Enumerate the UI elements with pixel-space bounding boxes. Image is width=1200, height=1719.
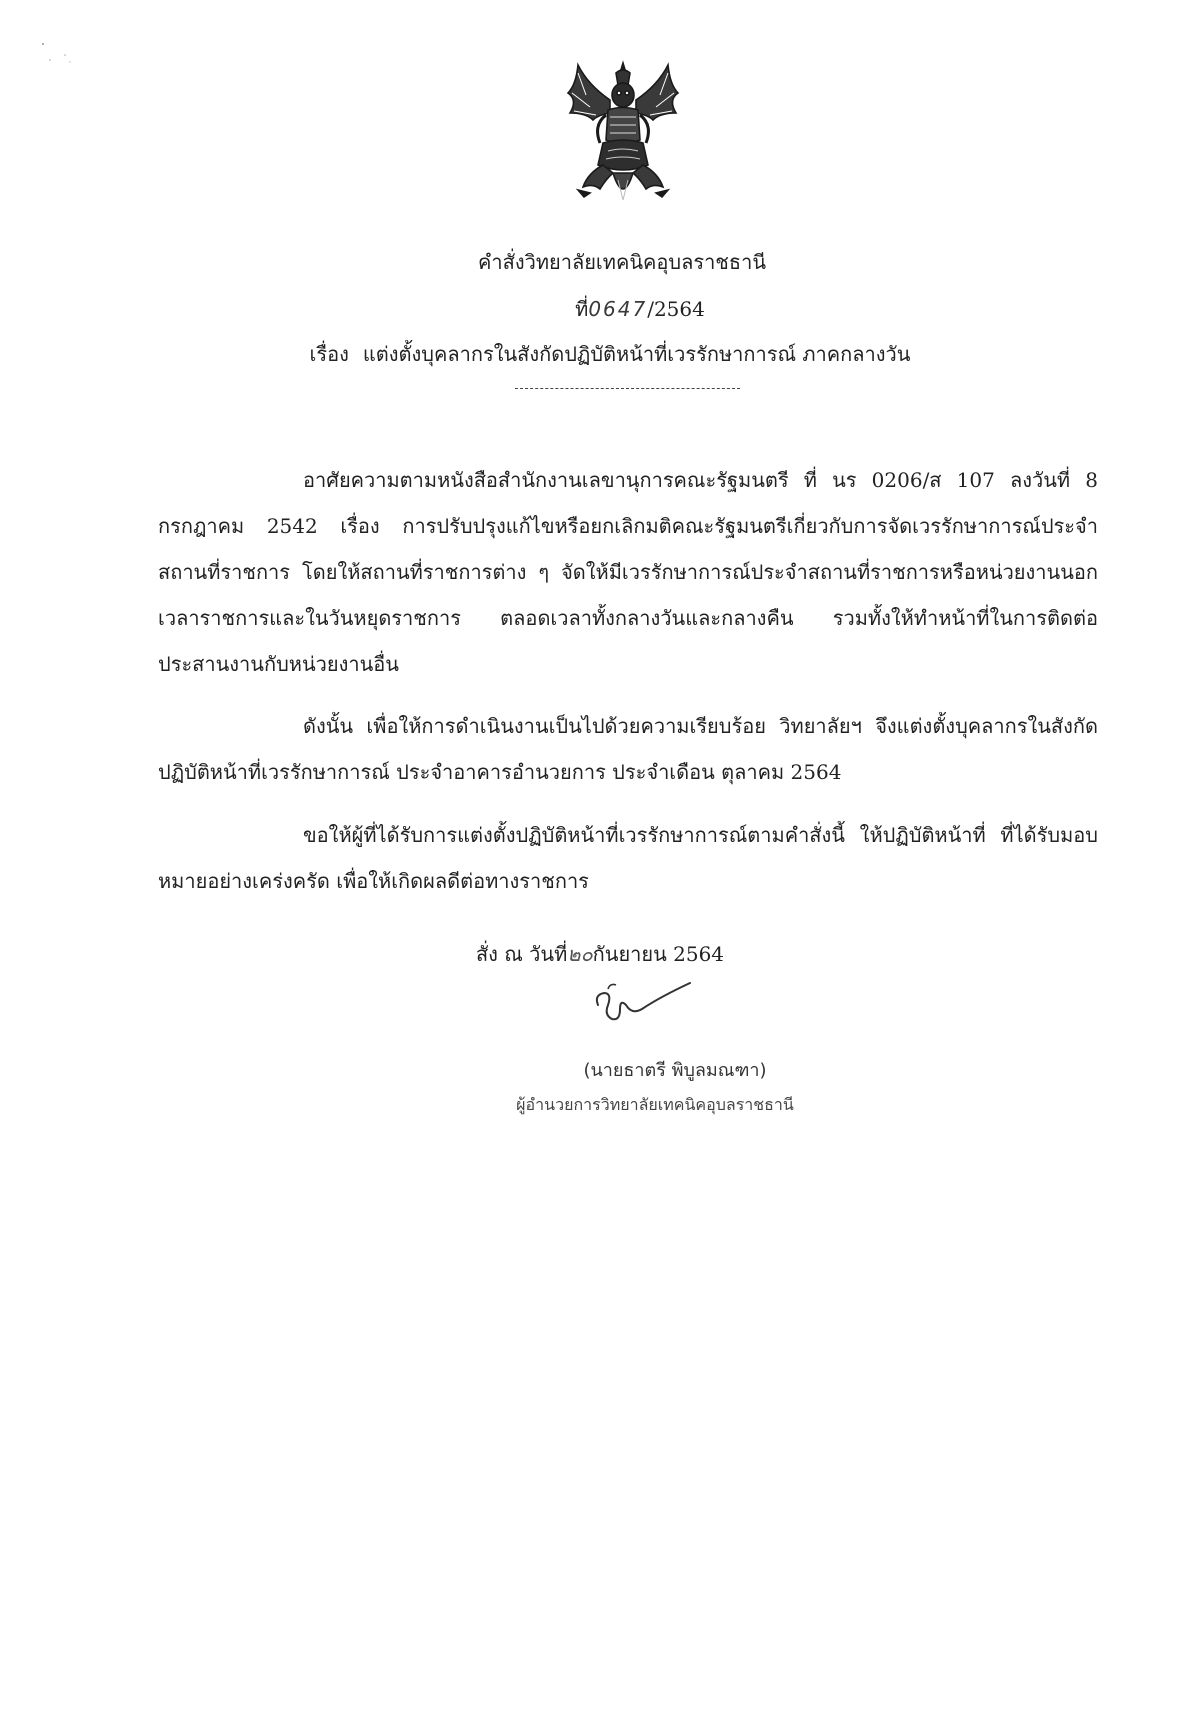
subject-text: แต่งตั้งบุคลากรในสังกัดปฏิบัติหน้าที่เวรรักษาการณ์ ภาคกลางวัน — [362, 342, 911, 366]
divider — [515, 388, 740, 389]
order-number — [40, 295, 1200, 323]
signer-name: (นายธาตรี พิบูลมณฑา) — [583, 1060, 767, 1081]
handwritten-signature — [590, 975, 710, 1035]
garuda-emblem-icon — [548, 55, 698, 215]
date-prefix: สั่ง ณ วันที่ — [475, 942, 568, 966]
document-title: คำสั่งวิทยาลัยเทคนิคอุบลราชธานี — [478, 250, 766, 274]
subject-line — [10, 340, 1200, 368]
paragraph-1-text: อาศัยความตามหนังสือสำนักงานเลขานุการคณะรัฐมนตรี ที่ นร 0206/ส 107 ลงวันที่ 8 กรกฎาคม 2542 เรื่อง การปรับปรุงแก้ไขหรือยกเลิกมติคณะรัฐมนตรีเกี่ยวกับการจัดเวรรักษาการณ์ประจำสถานที่ราชการ โดยให้สถานที่ราชการต่าง ๆ จัดให้มีเวรรักษาการณ์ประจำสถานที่ราชการหรือหน่วยงานนอกเวลาราชการและในวันหยุดราชการ ตลอดเวลาทั้งกลางวันและกลางคืน รวมทั้งให้ทำหน้าที่ในการติดต่อประสานงานกับหน่วยงานอื่น — [158, 468, 1098, 676]
body-paragraph-3 — [158, 812, 1098, 904]
order-number-prefix: ที่ — [575, 297, 589, 321]
date-day-handwritten: ๒๐ — [567, 942, 593, 966]
scan-artifact — [40, 40, 80, 80]
order-number-handwritten: 0647 — [588, 297, 648, 321]
signer-title: ผู้อำนวยการวิทยาลัยเทคนิคอุบลราชธานี — [516, 1095, 794, 1114]
subject-label: เรื่อง — [309, 342, 349, 366]
body-paragraph-1 — [158, 457, 1098, 687]
body-paragraph-2 — [158, 703, 1098, 795]
issue-date — [0, 940, 1200, 968]
order-number-suffix: /2564 — [647, 297, 705, 321]
date-suffix: กันยายน 2564 — [592, 942, 725, 966]
paragraph-3-text: ขอให้ผู้ที่ได้รับการแต่งตั้งปฏิบัติหน้าที่เวรรักษาการณ์ตามคำสั่งนี้ ให้ปฏิบัติหน้าที่ ที่ได้รับมอบหมายอย่างเคร่งครัด เพื่อให้เกิดผลดีต่อทางราชการ — [158, 823, 1098, 893]
paragraph-2-text: ดังนั้น เพื่อให้การดำเนินงานเป็นไปด้วยความเรียบร้อย วิทยาลัยฯ จึงแต่งตั้งบุคลากรในสังกัดปฏิบัติหน้าที่เวรรักษาการณ์ ประจำอาคารอำนวยการ ประจำเดือน ตุลาคม 2564 — [158, 714, 1098, 784]
